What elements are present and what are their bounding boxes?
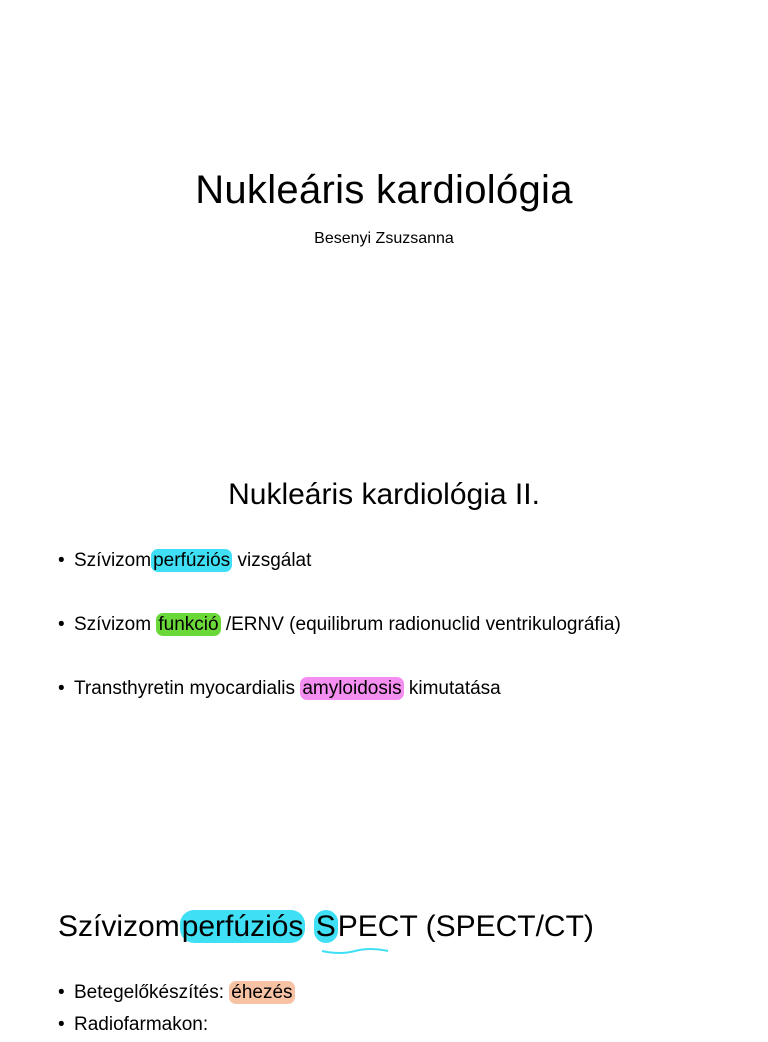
list-item xyxy=(58,610,621,640)
highlighted-term: perfúziós xyxy=(181,910,304,943)
slide-title: Nukleáris kardiológia xyxy=(195,168,573,212)
bullet-icon: • xyxy=(58,614,65,635)
bullet-icon: • xyxy=(58,678,65,699)
spect-slide xyxy=(0,860,768,1035)
bullet-text: /ERNV (equilibrum radionuclid ventrikulográfia) xyxy=(220,614,621,635)
bullet-list xyxy=(58,546,621,738)
highlighted-term: S xyxy=(315,910,336,943)
title-slide xyxy=(0,0,768,400)
highlighted-term: éhezés xyxy=(231,982,293,1003)
list-item xyxy=(58,1010,295,1040)
bullet-icon: • xyxy=(58,982,65,1003)
overview-slide xyxy=(0,420,768,820)
list-item xyxy=(58,978,295,1008)
title-text: Szívizom xyxy=(58,910,180,943)
slide-title xyxy=(58,910,594,944)
bullet-icon: • xyxy=(58,1014,65,1035)
list-item xyxy=(58,546,621,576)
bullet-text: Radiofarmakon: xyxy=(74,1014,209,1035)
bullet-text: kimutatása xyxy=(403,678,501,699)
bullet-text: Szívizom xyxy=(74,614,157,635)
bullet-list xyxy=(58,978,295,1042)
bullet-text: vizsgálat xyxy=(232,550,312,571)
bullet-text: Transthyretin myocardialis xyxy=(74,678,301,699)
slide-title: Nukleáris kardiológia II. xyxy=(228,478,540,511)
title-space xyxy=(305,910,313,943)
underline-squiggle-icon xyxy=(320,946,390,956)
list-item xyxy=(58,674,621,704)
slide-author: Besenyi Zsuzsanna xyxy=(314,230,454,247)
bullet-text: Szívizom xyxy=(74,550,152,571)
highlighted-term: amyloidosis xyxy=(302,678,402,699)
bullet-text: Betegelőkészítés: xyxy=(74,982,230,1003)
title-text: PECT (SPECT/CT) xyxy=(337,910,594,943)
bullet-icon: • xyxy=(58,550,65,571)
highlighted-term: perfúziós xyxy=(153,550,231,571)
highlighted-term: funkció xyxy=(158,614,219,635)
